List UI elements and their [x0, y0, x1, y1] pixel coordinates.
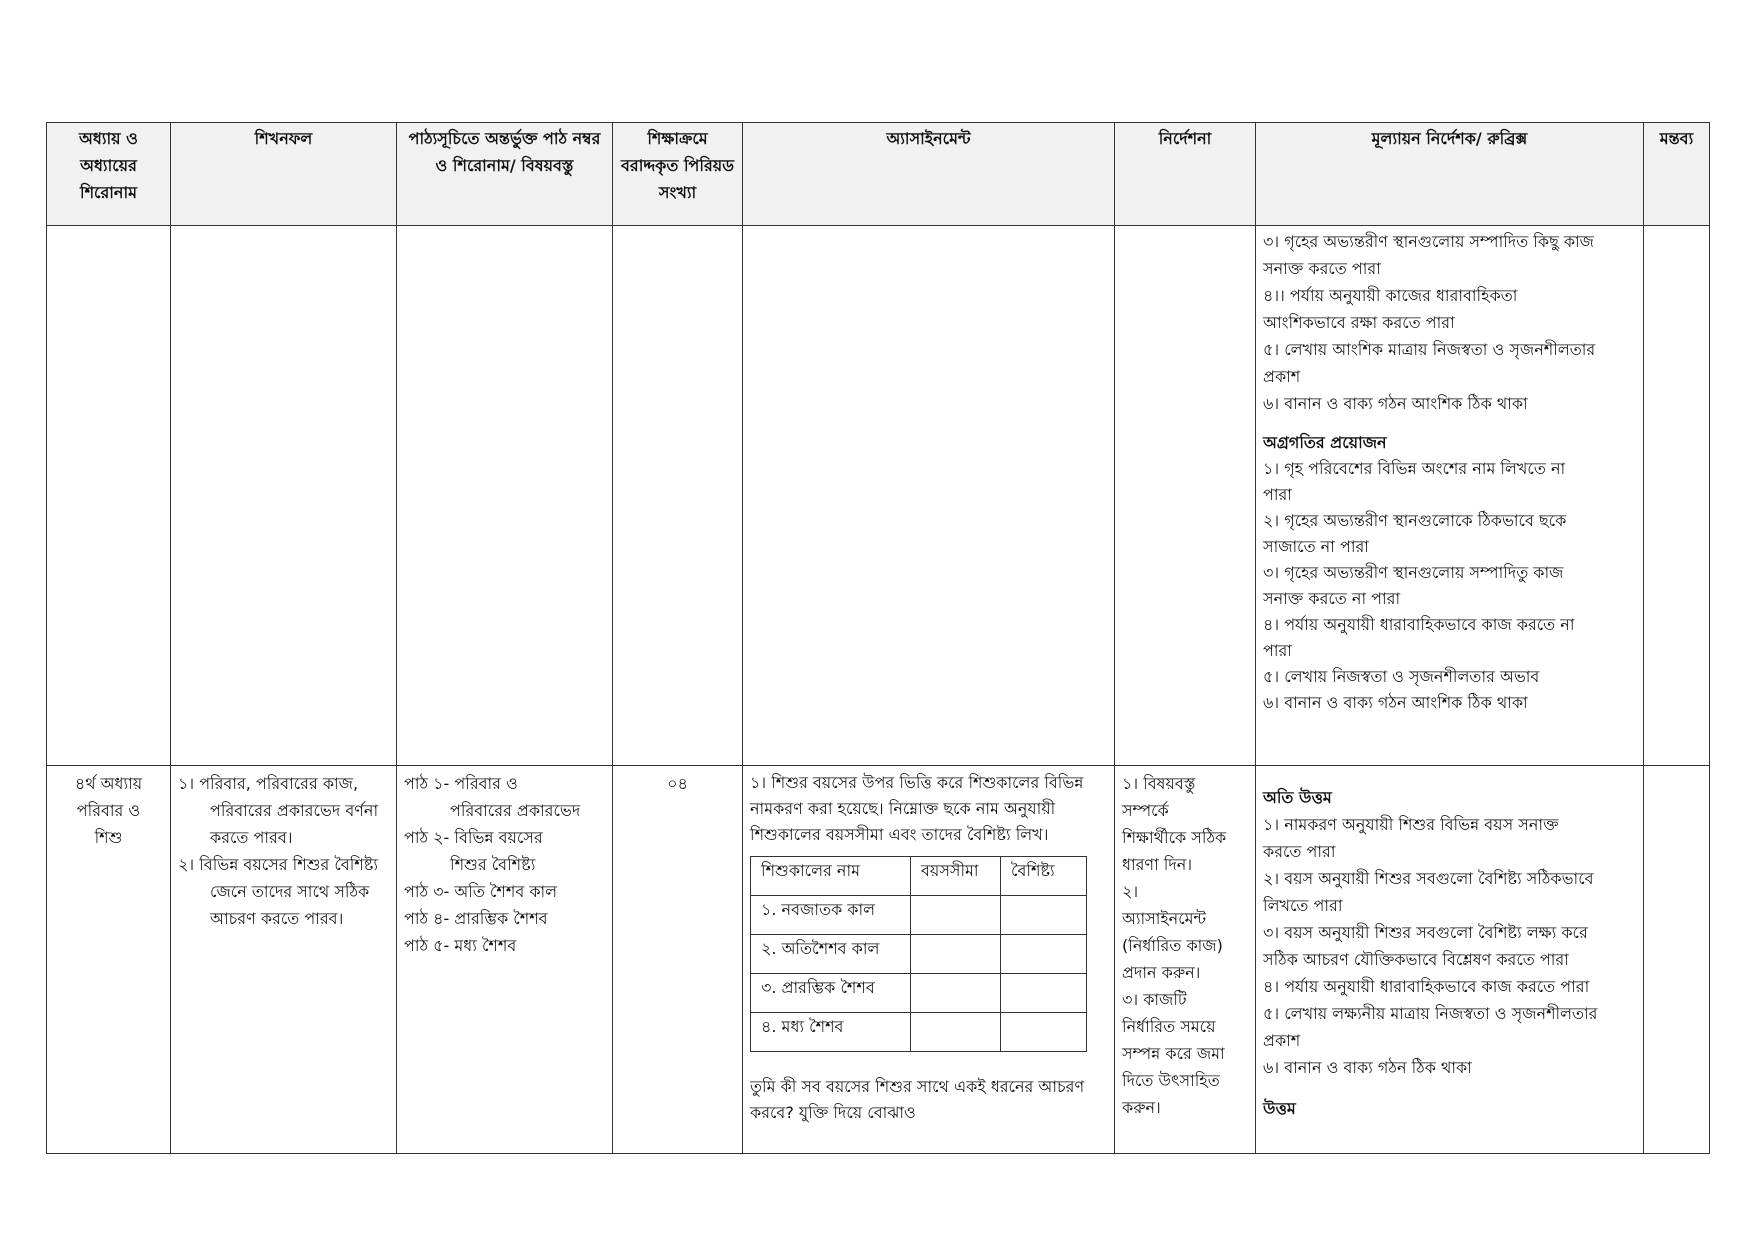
rubric-line: ৬। বানান ও বাক্য গঠন আংশিক ঠিক থাকা [1263, 693, 1528, 712]
rubric-line: ৩। গৃহের অভ্যন্তরীণ স্থানগুলোয় সম্পাদিত কিছু কাজ [1263, 232, 1595, 251]
grid-blank-cell [911, 896, 1001, 935]
grid-blank-cell [911, 1013, 1001, 1052]
grid-header-name: শিশুকালের নাম [751, 857, 911, 896]
rubric-line: ২। গৃহের অভ্যন্তরীণ স্থানগুলোকে ঠিকভাবে ছকে [1263, 511, 1567, 530]
rubric-line: ৪। পর্যায় অনুযায়ী ধারাবাহিকভাবে কাজ করতে পারা [1263, 977, 1590, 996]
grid-stage-name: ৪. মধ্য শৈশব [751, 1013, 911, 1052]
chapter-cell [47, 226, 171, 766]
rubric-line: পারা [1263, 641, 1292, 660]
header-chapter: অধ্যায় ও অধ্যায়ের শিরোনাম [47, 123, 171, 226]
grid-blank-cell [1001, 935, 1087, 974]
assignment-grid-row [751, 1013, 1087, 1052]
guidance-line: সম্পন্ন করে জমা [1122, 1044, 1225, 1063]
guidance-line: (নির্ধারিত কাজ) [1122, 936, 1223, 955]
guidance-line: নির্ধারিত সময়ে [1122, 1017, 1216, 1036]
assignment-grid-row [751, 935, 1087, 974]
rubric-line: সঠিক আচরণ যৌক্তিকভাবে বিশ্লেষণ করতে পারা [1263, 950, 1569, 969]
guidance-line: অ্যাসাইনমেন্ট [1122, 909, 1207, 928]
table-row [47, 226, 1710, 766]
chapter-title-line: ৪র্থ অধ্যায় [74, 774, 143, 793]
guidance-cell [1115, 766, 1256, 1154]
guidance-line: ধারণা দিন। [1122, 855, 1193, 874]
rubric-line: ৪। পর্যায় অনুযায়ী ধারাবাহিকভাবে কাজ করতে না [1263, 615, 1575, 634]
rubric-line: ৩। বয়স অনুযায়ী শিশুর সবগুলো বৈশিষ্ট্য লক্ষ্য করে [1263, 923, 1588, 942]
grid-stage-name: ২. অতিশৈশব কাল [751, 935, 911, 974]
remarks-cell [1644, 766, 1710, 1154]
grid-stage-name: ১. নবজাতক কাল [751, 896, 911, 935]
lesson-title: পাঠ ১- পরিবার ও [404, 774, 518, 793]
rubric-cell [1256, 766, 1644, 1154]
lesson-title: পাঠ ৪- প্রারম্ভিক শৈশব [404, 909, 548, 928]
table-row [47, 766, 1710, 1154]
grid-header-age-range: বয়সসীমা [911, 857, 1001, 896]
guidance-line: শিক্ষার্থীকে সঠিক [1122, 828, 1227, 847]
lesson-title: পাঠ ৩- অতি শৈশব কাল [404, 882, 558, 901]
rubric-line: সনাক্ত করতে পারা [1263, 259, 1381, 278]
rubric-line: প্রকাশ [1263, 367, 1301, 386]
lesson-plan-sheet [46, 122, 1709, 1154]
grid-blank-cell [1001, 896, 1087, 935]
lesson-title: পাঠ ৫- মধ্য শৈশব [404, 936, 517, 955]
guidance-line: সম্পর্কে [1122, 801, 1169, 820]
grid-blank-cell [911, 974, 1001, 1013]
header-remarks: মন্তব্য [1644, 123, 1710, 226]
rubric-line: ২। বয়স অনুযায়ী শিশুর সবগুলো বৈশিষ্ট্য সঠিকভাবে [1263, 869, 1594, 888]
guidance-cell [1115, 226, 1256, 766]
rubric-line: ৪।। পর্যায় অনুযায়ী কাজের ধারাবাহিকতা [1263, 286, 1518, 305]
header-lesson: পাঠ্যসূচিতে অন্তর্ভুক্ত পাঠ নম্বর ও শিরোনাম/ বিষয়বস্তু [397, 123, 613, 226]
periods-cell [613, 226, 743, 766]
grid-header-traits: বৈশিষ্ট্য [1001, 857, 1087, 896]
assignment-grid-header [751, 857, 1087, 896]
header-periods: শিক্ষাক্রমে বরাদ্দকৃত পিরিয়ড সংখ্যা [613, 123, 743, 226]
grid-blank-cell [911, 935, 1001, 974]
assignment-grid [750, 856, 1087, 1052]
rubric-heading: অতি উত্তম [1263, 788, 1332, 807]
rubric-line: ৩। গৃহের অভ্যন্তরীণ স্থানগুলোয় সম্পাদিতু কাজ [1263, 563, 1564, 582]
lesson-cell [397, 766, 613, 1154]
assignment-cell [743, 226, 1115, 766]
guidance-line: দিতে উৎসাহিত [1122, 1071, 1220, 1090]
assignment-cell [743, 766, 1115, 1154]
rubric-line: ৫। লেখায় লক্ষ্যনীয় মাত্রায় নিজস্বতা ও সৃজনশীলতার [1263, 1004, 1598, 1023]
rubric-line: ৬। বানান ও বাক্য গঠন আংশিক ঠিক থাকা [1263, 394, 1528, 413]
periods-cell: ০৪ [613, 766, 743, 1154]
guidance-line: ১। বিষয়বস্তু [1122, 774, 1196, 793]
header-guidance: নির্দেশনা [1115, 123, 1256, 226]
assignment-question: তুমি কী সব বয়সের শিশুর সাথে একই ধরনের আচরণ করবে? যুক্তি দিয়ে বোঝাও [750, 1077, 1085, 1122]
learning-outcome: ২। বিভিন্ন বয়সের শিশুর বৈশিষ্ট্য জেনে তাদের সাথে সঠিক আচরণ করতে পারব। [178, 855, 378, 928]
rubric-line: আংশিকভাবে রক্ষা করতে পারা [1263, 313, 1455, 332]
rubric-cell [1256, 226, 1644, 766]
rubric-line: ১। নামকরণ অনুযায়ী শিশুর বিভিন্ন বয়স সনাক্ত [1263, 815, 1559, 834]
rubric-line: সনাক্ত করতে না পারা [1263, 589, 1401, 608]
lesson-title: পাঠ ২- বিভিন্ন বয়সের [404, 828, 543, 847]
header-assignment: অ্যাসাইনমেন্ট [743, 123, 1115, 226]
lesson-cell [397, 226, 613, 766]
grid-blank-cell [1001, 1013, 1087, 1052]
rubric-line: সাজাতে না পারা [1263, 537, 1369, 556]
header-row [47, 123, 1710, 226]
rubric-heading: উত্তম [1263, 1099, 1296, 1118]
guidance-line: করুন। [1122, 1098, 1161, 1117]
rubric-line: ১। গৃহ পরিবেশের বিভিন্ন অংশের নাম লিখতে না [1263, 459, 1566, 478]
chapter-title-line: পরিবার ও [76, 801, 141, 820]
header-rubrics: মূল্যায়ন নির্দেশক/ রুব্রিক্স [1256, 123, 1644, 226]
chapter-cell [47, 766, 171, 1154]
rubric-heading: অগ্রগতির প্রয়োজন [1263, 433, 1387, 452]
grid-stage-name: ৩. প্রারম্ভিক শৈশব [751, 974, 911, 1013]
assignment-grid-row [751, 896, 1087, 935]
rubric-line: ৫। লেখায় আংশিক মাত্রায় নিজস্বতা ও সৃজনশীলতার [1263, 340, 1596, 359]
guidance-line: ৩। কাজটি [1122, 990, 1187, 1009]
assignment-intro: ১। শিশুর বয়সের উপর ভিত্তি করে শিশুকালের বিভিন্ন নামকরণ করা হয়েছে। নিম্নোক্ত ছকে নাম অনুযায়ী শিশুকালের বয়সসীমা এবং তাদের বৈশিষ্ট্য লিখ। [750, 773, 1084, 844]
rubric-line: লিখতে পারা [1263, 896, 1343, 915]
rubric-line: করতে পারা [1263, 842, 1336, 861]
rubric-line: প্রকাশ [1263, 1031, 1301, 1050]
outcome-cell [171, 226, 397, 766]
lesson-title-cont: শিশুর বৈশিষ্ট্য [450, 855, 536, 874]
assignment-grid-row [751, 974, 1087, 1013]
outcome-cell [171, 766, 397, 1154]
lesson-plan-table [46, 122, 1710, 1154]
chapter-title-line: শিশু [94, 828, 123, 847]
guidance-line: ২। [1122, 882, 1139, 901]
remarks-cell [1644, 226, 1710, 766]
rubric-line: ৫। লেখায় নিজস্বতা ও সৃজনশীলতার অভাব [1263, 667, 1540, 686]
grid-blank-cell [1001, 974, 1087, 1013]
learning-outcome: ১। পরিবার, পরিবারের কাজ, পরিবারের প্রকারভেদ বর্ণনা করতে পারব। [178, 774, 379, 847]
lesson-title-cont: পরিবারের প্রকারভেদ [450, 801, 581, 820]
rubric-line: পারা [1263, 485, 1292, 504]
header-learning-outcome: শিখনফল [171, 123, 397, 226]
guidance-line: প্রদান করুন। [1122, 963, 1201, 982]
rubric-line: ৬। বানান ও বাক্য গঠন ঠিক থাকা [1263, 1058, 1472, 1077]
